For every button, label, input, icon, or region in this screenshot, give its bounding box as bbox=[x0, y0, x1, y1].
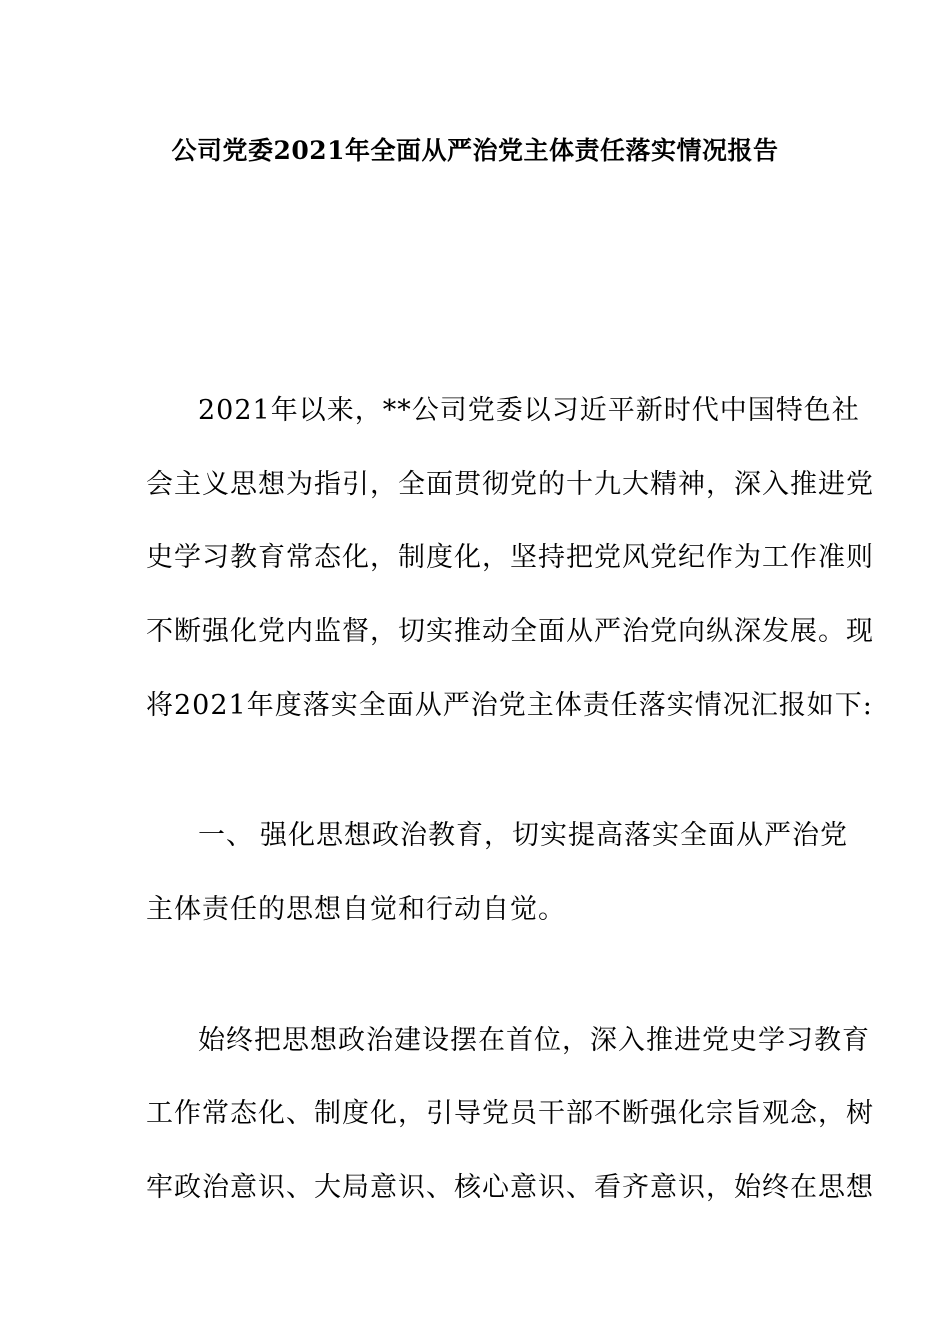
intro-line-1: 2021年以来，**公司党委以习近平新时代中国特色社 bbox=[198, 395, 860, 426]
section-1-body-line-1: 始终把思想政治建设摆在首位，深入推进党史学习教育 bbox=[198, 1025, 870, 1056]
intro-line-3: 史学习教育常态化，制度化，坚持把党风党纪作为工作准则 bbox=[146, 542, 874, 573]
section-1-heading-line-2: 主体责任的思想自觉和行动自觉。 bbox=[146, 894, 566, 925]
intro-line-4: 不断强化党内监督，切实推动全面从严治党向纵深发展。现 bbox=[146, 616, 874, 647]
document-title: 公司党委2021年全面从严治党主体责任落实情况报告 bbox=[171, 136, 779, 165]
intro-line-2: 会主义思想为指引，全面贯彻党的十九大精神，深入推进党 bbox=[146, 469, 874, 500]
section-1-heading-line-1: 强化思想政治教育，切实提高落实全面从严治党 bbox=[260, 820, 848, 851]
section-1-body-line-2: 工作常态化、制度化，引导党员干部不断强化宗旨观念，树 bbox=[146, 1098, 874, 1129]
section-1-body-line-3: 牢政治意识、大局意识、核心意识、看齐意识，始终在思想 bbox=[146, 1172, 874, 1203]
section-1-marker: 一、 bbox=[198, 820, 254, 851]
intro-line-5: 将2021年度落实全面从严治党主体责任落实情况汇报如下: bbox=[146, 690, 873, 721]
